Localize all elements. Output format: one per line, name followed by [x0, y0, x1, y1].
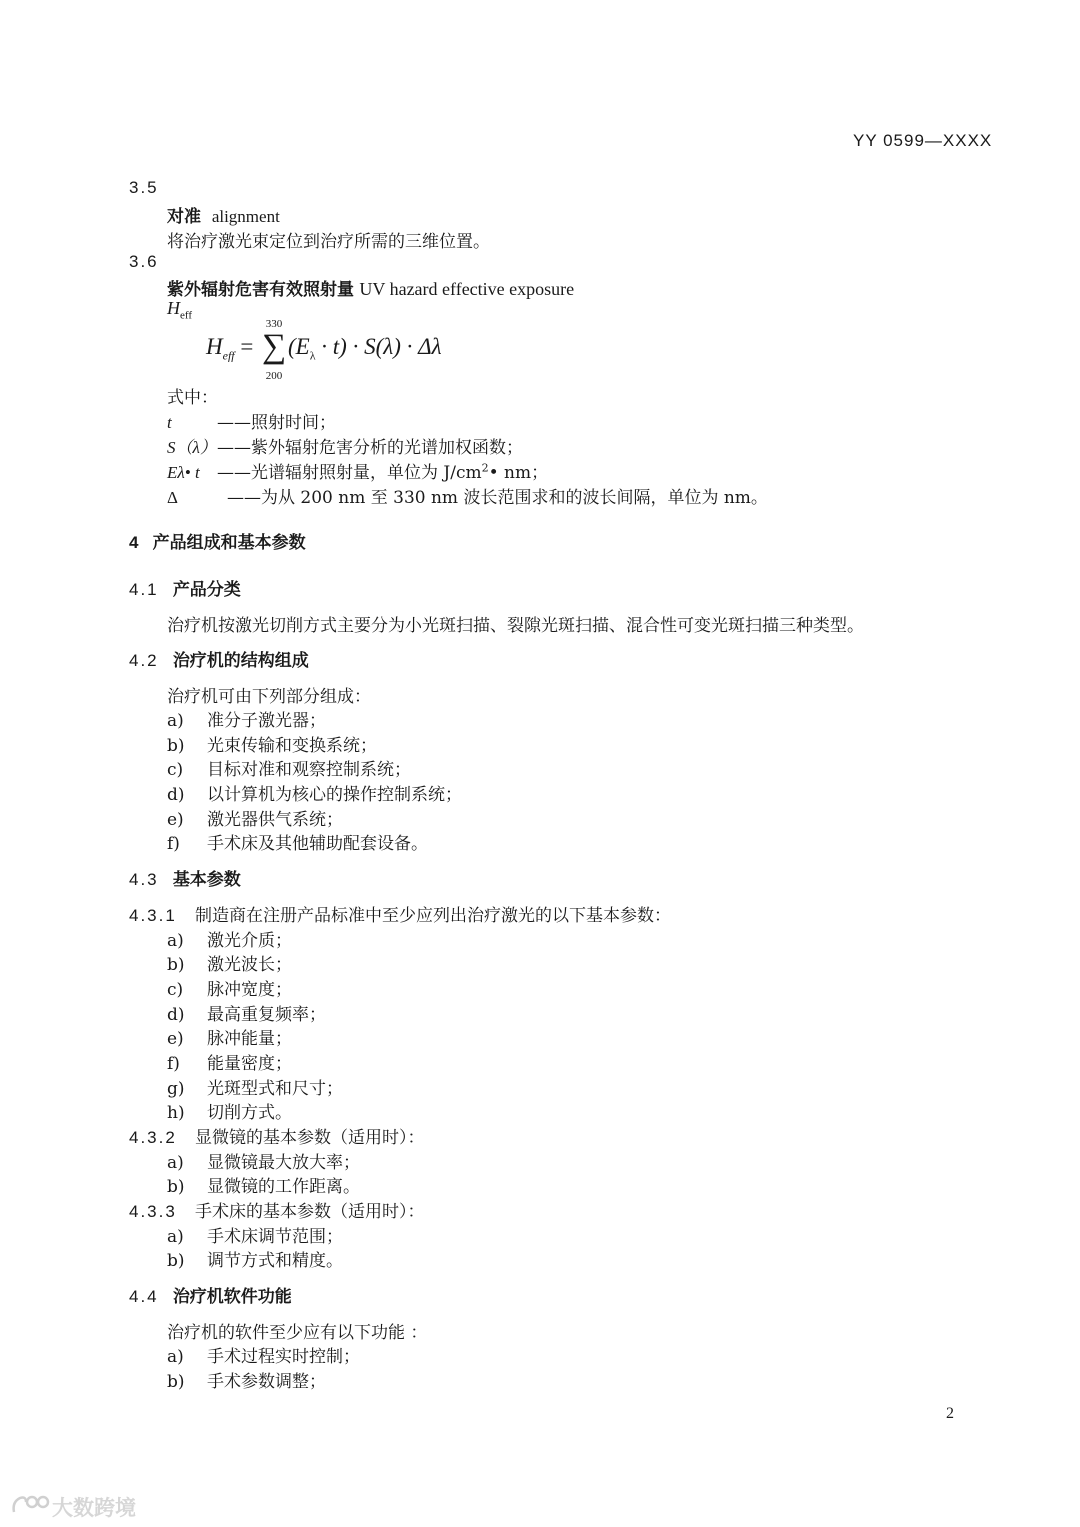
list-text: 手术床调节范围； — [207, 1227, 343, 1247]
variable-description: ——为从 200 nm 至 330 nm 波长范围求和的波长间隔，单位为 nm。 — [227, 488, 768, 508]
section-heading-4-2 — [129, 646, 309, 671]
list-item — [167, 1342, 360, 1367]
section-number: 4.3 — [129, 870, 159, 889]
list-marker: b) — [167, 1372, 185, 1392]
section-title: 产品分类 — [172, 580, 241, 599]
watermark-logo-icon — [10, 1490, 50, 1518]
list-item — [167, 1074, 343, 1099]
section-number: 4.2 — [129, 651, 159, 670]
summation-sign: ∑ — [262, 328, 287, 365]
chapter-title: 产品组成和基本参数 — [152, 533, 306, 552]
variable-symbol: Eλ• t — [167, 463, 200, 482]
list-item — [167, 1222, 343, 1247]
list-text: 能量密度； — [207, 1054, 292, 1074]
list-text: 手术过程实时控制； — [207, 1347, 360, 1367]
clause-number-3-5: 3.5 — [129, 178, 159, 197]
formula-term-rest: · t) · S(λ) · Δλ — [315, 334, 442, 359]
chapter-heading-4 — [129, 528, 306, 553]
list-item — [167, 1367, 326, 1392]
list-item — [167, 755, 411, 780]
term-en: alignment — [211, 207, 280, 226]
summation-upper-limit: 330 — [265, 318, 283, 330]
subclause-4-3-2 — [129, 1123, 425, 1148]
list-item — [167, 1172, 360, 1197]
section-number: 4.1 — [129, 580, 159, 599]
list-marker: a) — [167, 931, 184, 951]
symbol-letter: H — [167, 298, 180, 318]
section-title: 治疗机软件功能 — [172, 1287, 292, 1306]
list-marker: c) — [167, 760, 184, 780]
where-label: 式中： — [167, 388, 218, 408]
section-heading-4-3 — [129, 865, 241, 890]
list-marker: d) — [167, 1005, 185, 1025]
summation-lower-limit: 200 — [265, 370, 283, 382]
term-alignment — [167, 202, 280, 227]
unit-superscript: 2 — [481, 461, 489, 475]
variable-description: ——照射时间； — [217, 413, 336, 433]
formula-rhs — [288, 334, 442, 364]
formula-term-subscript: λ — [309, 348, 316, 363]
list-marker: a) — [167, 1227, 184, 1247]
term-uv-hazard — [167, 275, 574, 300]
list-text: 光束传输和变换系统； — [207, 736, 377, 756]
list-text: 激光波长； — [207, 955, 292, 975]
list-text: 切削方式。 — [207, 1103, 292, 1123]
list-text: 显微镜的工作距离。 — [207, 1177, 360, 1197]
summation — [262, 318, 286, 382]
document-number: YY 0599—XXXX — [853, 131, 993, 150]
list-marker: f) — [167, 1054, 180, 1074]
symbol-subscript: eff — [180, 309, 193, 322]
list-item — [167, 926, 292, 951]
list-marker: a) — [167, 1153, 184, 1173]
subclause-text: 手术床的基本参数（适用时）： — [195, 1202, 425, 1222]
list-marker: d) — [167, 785, 185, 805]
subclause-text: 显微镜的基本参数（适用时）： — [195, 1128, 425, 1148]
term-en: UV hazard effective exposure — [359, 279, 575, 299]
list-item — [167, 1246, 343, 1271]
variable-symbol: S（λ） — [167, 438, 217, 457]
list-text: 激光介质； — [207, 931, 292, 951]
list-text: 激光器供气系统； — [207, 810, 343, 830]
paragraph-4-1: 治疗机按激光切削方式主要分为小光斑扫描、裂隙光斑扫描、混合性可变光斑扫描三种类型。 — [167, 616, 864, 636]
list-marker: b) — [167, 1177, 185, 1197]
chapter-number: 4 — [129, 533, 139, 552]
list-marker: e) — [167, 1029, 184, 1049]
paragraph-4-4: 治疗机的软件至少应有以下功能 ： — [167, 1323, 428, 1343]
list-text: 光斑型式和尺寸； — [207, 1079, 343, 1099]
list-marker: b) — [167, 1251, 185, 1271]
formula-lhs-letter: H — [206, 334, 223, 359]
subclause-4-3-3 — [129, 1197, 425, 1222]
definition-3-5: 将治疗激光束定位到治疗所需的三维位置。 — [167, 232, 490, 252]
list-item — [167, 1098, 292, 1123]
section-title: 治疗机的结构组成 — [172, 651, 309, 670]
section-number: 4.4 — [129, 1287, 159, 1306]
list-marker: c) — [167, 980, 184, 1000]
variable-description: ——紫外辐射危害分析的光谱加权函数； — [217, 438, 523, 458]
list-text: 目标对准和观察控制系统； — [207, 760, 411, 780]
variable-symbol: Δ — [167, 488, 178, 507]
variable-symbol: t — [167, 413, 172, 432]
list-text: 脉冲宽度； — [207, 980, 292, 1000]
variable-description: ——光谱辐射照射量，单位为 J/cm — [217, 463, 482, 483]
section-title: 基本参数 — [172, 870, 241, 889]
list-item — [167, 1148, 360, 1173]
page-number: 2 — [946, 1405, 954, 1422]
section-heading-4-1 — [129, 575, 241, 600]
list-text: 手术参数调整； — [207, 1372, 326, 1392]
section-heading-4-4 — [129, 1282, 292, 1307]
formula-lhs-subscript: eff — [222, 348, 235, 363]
watermark-text: 大数跨境 — [52, 1496, 136, 1520]
list-item — [167, 1049, 292, 1074]
list-marker: b) — [167, 955, 185, 975]
symbol-heff — [167, 298, 192, 322]
list-item — [167, 975, 292, 1000]
list-text: 调节方式和精度。 — [207, 1251, 343, 1271]
list-item — [167, 731, 377, 756]
formula-term: (E — [288, 334, 310, 359]
list-item — [167, 1000, 326, 1025]
list-marker: h) — [167, 1103, 185, 1123]
term-cn: 对准 — [167, 207, 201, 227]
variable-row — [167, 483, 768, 508]
variable-row — [167, 408, 336, 433]
list-item — [167, 706, 326, 731]
subclause-text: 制造商在注册产品标准中至少应列出治疗激光的以下基本参数： — [195, 906, 671, 926]
list-marker: a) — [167, 1347, 184, 1367]
formula-lhs — [206, 334, 253, 364]
list-marker: g) — [167, 1079, 185, 1099]
list-text: 最高重复频率； — [207, 1005, 326, 1025]
clause-number-3-6: 3.6 — [129, 252, 159, 271]
variable-row — [167, 458, 548, 483]
list-marker: b) — [167, 736, 185, 756]
list-text: 准分子激光器； — [207, 711, 326, 731]
subclause-4-3-1 — [129, 901, 671, 926]
list-marker: e) — [167, 810, 184, 830]
formula-equals: = — [240, 334, 254, 359]
list-text: 脉冲能量； — [207, 1029, 292, 1049]
subclause-number: 4.3.1 — [129, 906, 177, 925]
list-item — [167, 805, 343, 830]
subclause-number: 4.3.2 — [129, 1128, 177, 1147]
list-item — [167, 780, 462, 805]
list-text: 手术床及其他辅助配套设备。 — [207, 834, 428, 854]
list-item — [167, 1024, 292, 1049]
variable-description-end: • nm； — [488, 463, 549, 483]
list-text: 以计算机为核心的操作控制系统； — [207, 785, 462, 805]
list-item — [167, 829, 428, 854]
list-item — [167, 950, 292, 975]
paragraph-4-2: 治疗机可由下列部分组成： — [167, 687, 371, 707]
list-marker: f) — [167, 834, 180, 854]
term-cn: 紫外辐射危害有效照射量 — [167, 280, 354, 300]
list-text: 显微镜最大放大率； — [207, 1153, 360, 1173]
subclause-number: 4.3.3 — [129, 1202, 177, 1221]
list-marker: a) — [167, 711, 184, 731]
variable-row — [167, 433, 523, 458]
